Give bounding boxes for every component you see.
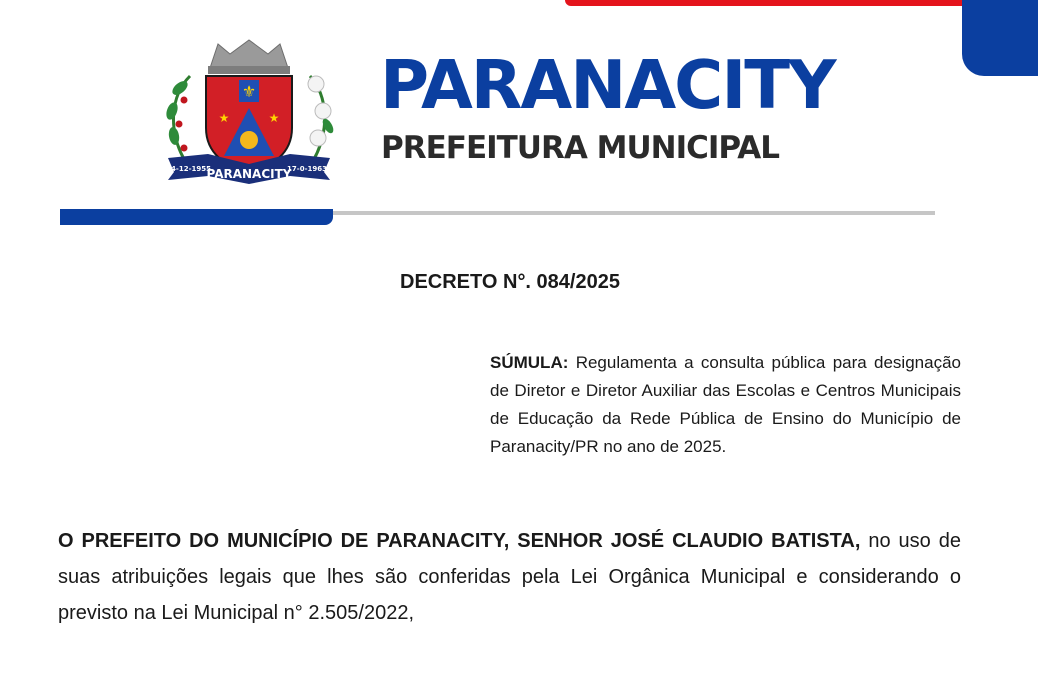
decorative-blue-corner <box>962 0 1038 76</box>
decree-title: DECRETO N°. 084/2025 <box>400 271 620 293</box>
preamble-text: no uso de suas atribuições legais que lhes são conferidas pela Lei Orgânica Municipal e considerando o previsto na Lei Municipal n° 2.505/2022, <box>58 530 961 624</box>
summary-label: SÚMULA: <box>490 353 569 372</box>
summary-text: Regulamenta a consulta pública para designação de Diretor e Diretor Auxiliar das Escolas e Centros Municipais de Educação da Rede Pública de Ensino do Município de Paranacity/PR no ano de 2025. <box>490 353 961 456</box>
preamble-bold: O PREFEITO DO MUNICÍPIO DE PARANACITY, SENHOR JOSÉ CLAUDIO BATISTA, <box>58 530 861 552</box>
crest-date-right: 17-0-1963 <box>287 165 327 173</box>
summary-block <box>490 349 961 461</box>
svg-text:★: ★ <box>218 111 230 125</box>
svg-text:⚜: ⚜ <box>241 82 257 101</box>
coat-of-arms <box>160 36 338 186</box>
svg-text:★: ★ <box>268 111 280 125</box>
city-name-heading: PARANACITY <box>380 46 835 124</box>
city-hall-subtitle: PREFEITURA MUNICIPAL <box>381 130 780 166</box>
preamble-paragraph <box>58 523 961 631</box>
coat-of-arms-icon <box>160 36 338 186</box>
crest-date-left: 4-12-1955 <box>171 165 211 173</box>
crest-ribbon-label: PARANACITY <box>206 167 292 181</box>
decorative-red-bar <box>565 0 963 6</box>
header-divider-accent <box>60 209 333 225</box>
